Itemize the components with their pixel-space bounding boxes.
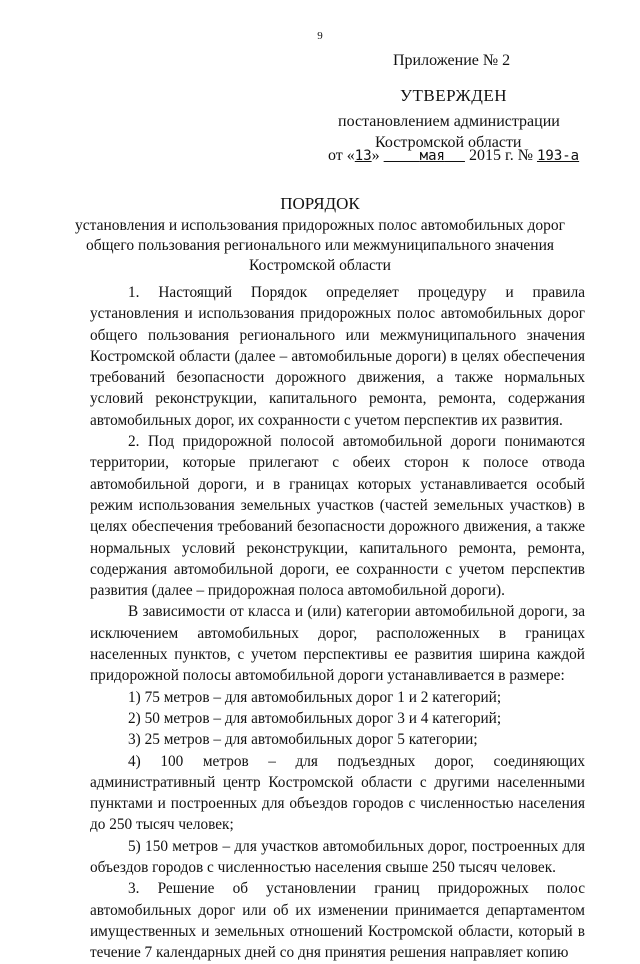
list-item-3: 3) 25 метров – для автомобильных дорог 5 категории; [128,731,478,749]
list-item-2: 2) 50 метров – для автомобильных дорог 3 и 4 категорий; [128,709,502,727]
approval-line-1: постановлением администрации [338,113,560,130]
date-month-blank [384,147,465,164]
date-mid: » [371,147,380,164]
document-subtitle: установления и использования придорожных полос автомобильных дорог общего пользования регионального или межмуниципального значения Костромской области [74,217,565,274]
document-title: ПОРЯДОК [280,194,360,213]
page-number: 9 [317,30,323,42]
document-body [90,282,585,964]
paragraph-2: 2. Под придорожной полосой автомобильной дороги понимаются территории, которые прилегают с обеих сторон к полосе отвода автомобильной дороги, и в границах которых устанавливается особый режим использования земельных участков (частей земельных участков) в целях обеспечения требований безопасности дорожного движения, а также нормальных условий реконструкции, капитального ремонта, ремонта, содержания автомобильной дороги, ее сохранности с учетом перспектив развития (далее – придорожная полоса автомобильной дороги). [90,433,585,600]
paragraph-1: 1. Настоящий Порядок определяет процедуру и правила установления и использования придорожных полос автомобильных дорог общего пользования регионального или межмуниципального значения Костромской области (далее – автомобильные дороги) в целях обеспечения требований безопасности дорожного движения, а также нормальных условий реконструкции, капитального ремонта, ремонта, содержания автомобильных дорог, их сохранности с учетом перспектив их развития. [90,284,585,429]
approval-title: УТВЕРЖДЕН [400,86,507,105]
document-number: 193-а [536,148,580,164]
date-day: 13 [354,148,372,164]
list-item-4: 4) 100 метров – для подъездных дорог, соединяющих административный центр Костромской области с другими населенными пунктами и построенных для объездов городов с численностью населения до 250 тысяч человек; [90,752,585,834]
paragraph-3: В зависимости от класса и (или) категории автомобильной дороги, за исключением автомобильных дорог, расположенных в границах населенных пунктов, с учетом перспективы ее развития ширина каждой придорожной полосы автомобильной дороги устанавливается в размере: [90,603,585,685]
annex-label: Приложение № 2 [393,52,511,69]
paragraph-4: 3. Решение об установлении границ придорожных полос автомобильных дорог или об их изменении принимается департаментом имущественных и земельных отношений Костромской области, который в течение 7 календарных дней со дня принятия решения направляет копию [90,880,585,962]
approval-line-2: Костромской области [375,134,522,151]
list-item-1: 1) 75 метров – для автомобильных дорог 1 и 2 категорий; [128,688,502,706]
date-month: мая [419,148,445,164]
approval-date [328,147,579,165]
date-year: 2015 г. № [468,147,533,164]
list-item-5: 5) 150 метров – для участков автомобильных дорог, построенных для объездов городов с численностью населения свыше 250 тысяч человек. [90,837,585,877]
date-prefix: от « [328,147,355,164]
